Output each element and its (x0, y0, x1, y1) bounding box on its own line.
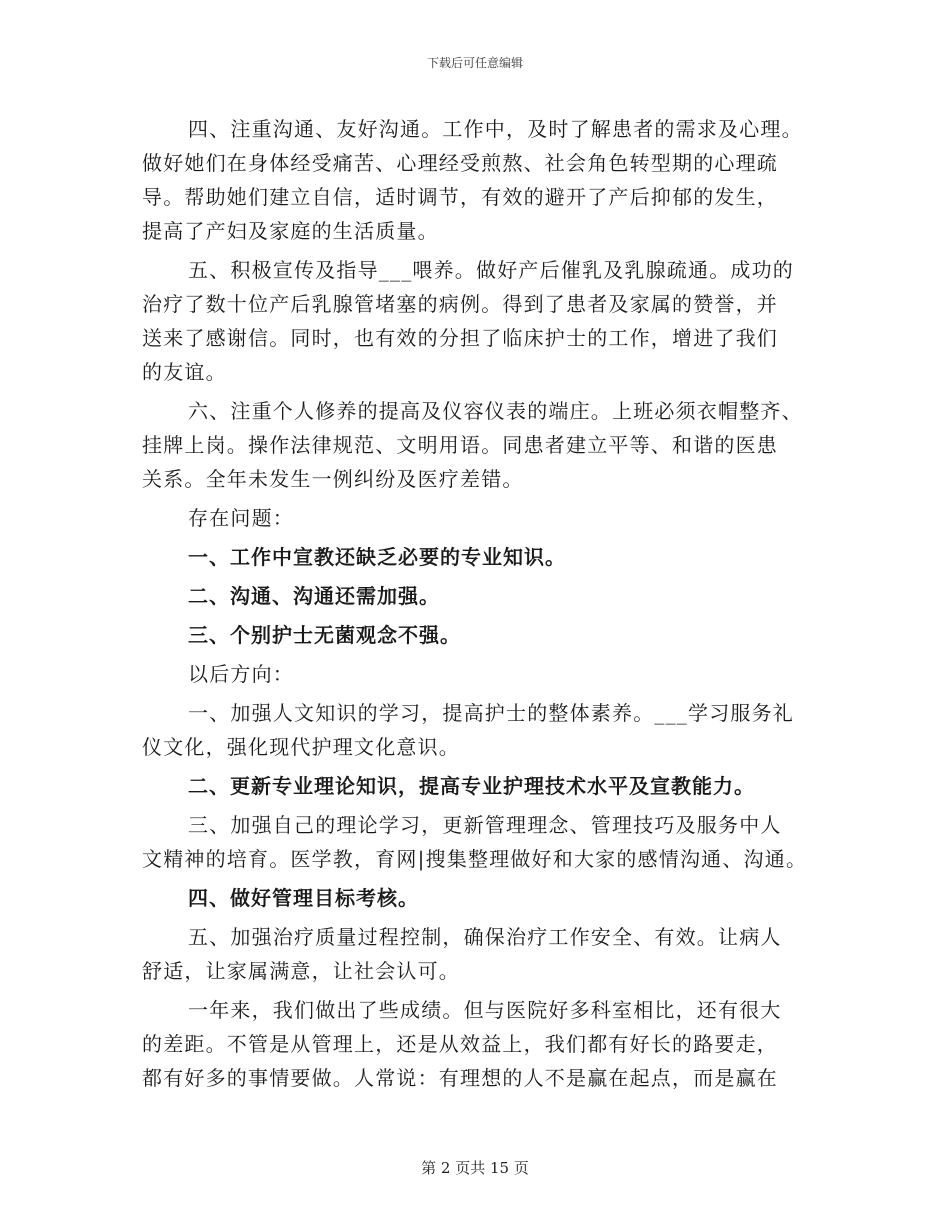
paragraph-summary (142, 993, 822, 1095)
text-line: 的友谊。 (142, 360, 227, 384)
text-line: 一、加强人文知识的学习，提高护士的整体素养。___学习服务礼 (188, 701, 794, 725)
document-body (142, 112, 822, 1095)
text-line: 仪文化，强化现代护理文化意识。 (142, 735, 460, 759)
text-line: 的差距。不管是从管理上，还是从效益上，我们都有好长的路要走， (142, 1032, 778, 1056)
text-line: 三、加强自己的理论学习，更新管理理念、管理技巧及服务中人 (188, 813, 782, 837)
text-line: 四、注重沟通、友好沟通。工作中，及时了解患者的需求及心理。 (188, 117, 803, 141)
text-line: 一、工作中宣教还缺乏必要的专业知识。 (188, 545, 566, 569)
text-line: 治疗了数十位产后乳腺管堵塞的病例。得到了患者及家属的赞誉，并 (142, 292, 778, 316)
direction-item-1 (142, 696, 822, 764)
text-line: 六、注重个人修养的提高及仪容仪表的端庄。上班必须衣帽整齐、 (188, 399, 803, 423)
text-line: 挂牌上岗。操作法律规范、文明用语。同患者建立平等、和谐的医患 (142, 433, 778, 457)
text-line: 做好她们在身体经受痛苦、心理经受煎熬、社会角色转型期的心理疏 (142, 151, 778, 175)
direction-item-4 (142, 881, 822, 915)
paragraph-communication (142, 112, 822, 248)
text-line: 文精神的培育。医学教，育网|搜集整理做好和大家的感情沟通、沟通。 (142, 847, 808, 871)
problem-item-1 (142, 540, 822, 574)
text-line: 一年来，我们做出了些成绩。但与医院好多科室相比，还有很大 (188, 998, 782, 1022)
text-line: 四、做好管理目标考核。 (188, 886, 419, 910)
text-line: 关系。全年未发生一例纠纷及医疗差错。 (142, 467, 524, 491)
problem-item-2 (142, 579, 822, 613)
page-header: 下载后可任意编辑 (426, 56, 523, 70)
text-line: 二、沟通、沟通还需加强。 (188, 584, 440, 608)
direction-item-5 (142, 920, 822, 988)
text-line: 二、更新专业理论知识，提高专业护理技术水平及宣教能力。 (188, 774, 755, 798)
text-line: 以后方向： (188, 662, 294, 686)
text-line: 都有好多的事情要做。人常说：有理想的人不是赢在起点，而是赢在 (142, 1066, 778, 1090)
paragraph-feeding-guidance (142, 253, 822, 389)
problem-item-3 (142, 618, 822, 652)
text-line: 提高了产妇及家庭的生活质量。 (142, 219, 439, 243)
text-line: 送来了感谢信。同时，也有效的分担了临床护士的工作，增进了我们 (142, 326, 778, 350)
direction-item-3 (142, 808, 822, 876)
text-line: 五、加强治疗质量过程控制，确保治疗工作安全、有效。让病人 (188, 925, 782, 949)
paragraph-personal-cultivation (142, 394, 822, 496)
text-line: 五、积极宣传及指导___喂养。做好产后催乳及乳腺疏通。成功的 (188, 258, 794, 282)
heading-future-direction (142, 657, 822, 691)
text-line: 存在问题： (188, 506, 294, 530)
direction-item-2 (142, 769, 822, 803)
heading-existing-problems (142, 501, 822, 535)
text-line: 舒适，让家属满意，让社会认可。 (142, 959, 460, 983)
page-footer: 第 2 页共 15 页 (421, 1159, 529, 1177)
text-line: 导。帮助她们建立自信，适时调节，有效的避开了产后抑郁的发生， (142, 185, 778, 209)
text-line: 三、个别护士无菌观念不强。 (188, 623, 461, 647)
